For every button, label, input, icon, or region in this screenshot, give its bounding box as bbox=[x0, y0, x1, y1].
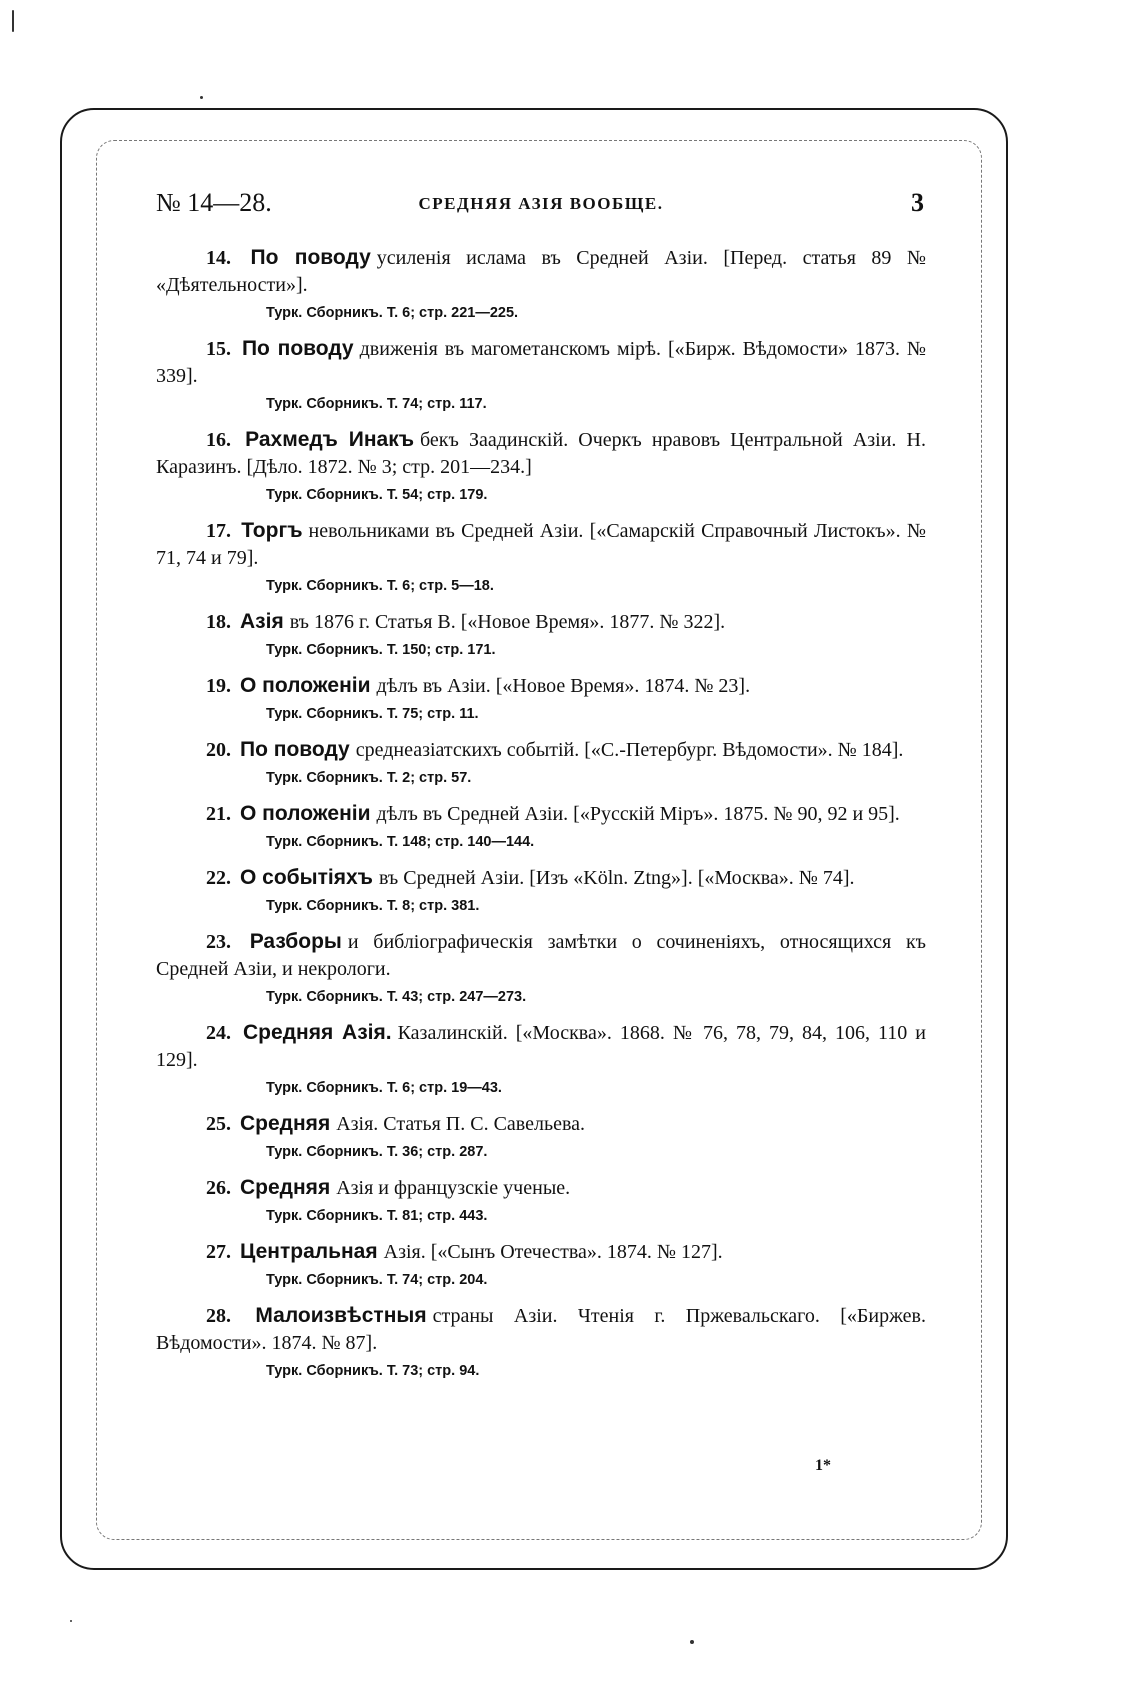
entry-number: 25. bbox=[206, 1113, 231, 1135]
entry-body: дѣлъ въ Средней Азіи. [«Русскій Міръ». 1875. № 90, 92 и 95]. bbox=[376, 803, 900, 825]
entry-heading: По поводу bbox=[241, 337, 354, 360]
entry-number: 19. bbox=[206, 675, 231, 697]
bibliography-entry bbox=[156, 928, 926, 1008]
bibliography-entry bbox=[156, 800, 926, 853]
entry-source: Турк. Сборникъ. Т. 43; стр. 247—273. bbox=[266, 989, 527, 1005]
entry-number: 27. bbox=[206, 1241, 231, 1263]
entry-number: 16. bbox=[206, 429, 231, 451]
entry-body: въ Средней Азіи. [Изъ «Köln. Ztng»]. [«Москва». № 74]. bbox=[378, 867, 855, 889]
bibliography-entry bbox=[156, 1110, 926, 1163]
entry-range: № 14—28. bbox=[156, 188, 272, 217]
entry-body: Азія и французскіе ученые. bbox=[336, 1177, 571, 1199]
bibliography-entry bbox=[156, 736, 926, 789]
entry-source: Турк. Сборникъ. Т. 6; стр. 19—43. bbox=[266, 1080, 502, 1096]
entry-heading: Азія bbox=[240, 610, 284, 633]
bibliography-entry bbox=[156, 1238, 926, 1291]
bibliography-entry bbox=[156, 1302, 926, 1382]
entry-heading: Средняя bbox=[240, 1112, 331, 1135]
print-speck bbox=[12, 10, 14, 32]
print-speck bbox=[690, 1640, 694, 1644]
entry-source: Турк. Сборникъ. Т. 6; стр. 221—225. bbox=[266, 305, 519, 321]
entry-body: движенія въ магометанскомъ мірѣ. [«Бирж. Вѣдомости» 1873. № 339]. bbox=[156, 338, 927, 387]
bibliography-entry bbox=[156, 864, 926, 917]
entry-heading: О положеніи bbox=[240, 802, 371, 825]
bibliography-list bbox=[156, 244, 926, 1393]
entry-number: 24. bbox=[206, 1022, 231, 1044]
entry-heading: Средняя bbox=[240, 1176, 331, 1199]
entry-body: усиленія ислама въ Средней Азіи. [Перед. статья 89 № «Дѣятельности»]. bbox=[156, 247, 927, 296]
entry-source: Турк. Сборникъ. Т. 73; стр. 94. bbox=[266, 1363, 480, 1379]
entry-body: страны Азіи. Чтенія г. Пржевальскаго. [«Биржев. Вѣдомости». 1874. № 87]. bbox=[156, 1305, 926, 1354]
entry-source: Турк. Сборникъ. Т. 148; стр. 140—144. bbox=[266, 834, 535, 850]
entry-number: 22. bbox=[206, 867, 231, 889]
print-speck bbox=[70, 1620, 72, 1622]
entry-heading: Рахмедъ Инакъ bbox=[245, 428, 415, 451]
entry-number: 17. bbox=[206, 520, 231, 542]
entry-body: и библіографическія замѣтки о сочиненіяхъ, относящихся къ Средней Азіи, и некрологи. bbox=[156, 931, 926, 980]
running-title: СРЕДНЯЯ АЗІЯ ВООБЩЕ. bbox=[418, 194, 664, 213]
entry-source: Турк. Сборникъ. Т. 75; стр. 11. bbox=[266, 706, 479, 722]
entry-body: въ 1876 г. Статья В. [«Новое Время». 1877. № 322]. bbox=[289, 611, 726, 633]
bibliography-entry bbox=[156, 426, 926, 506]
entry-number: 21. bbox=[206, 803, 231, 825]
entry-number: 14. bbox=[206, 247, 231, 269]
entry-body: среднеазіатскихъ событій. [«С.-Петербург. Вѣдомости». № 184]. bbox=[355, 739, 904, 761]
bibliography-entry bbox=[156, 335, 926, 415]
entry-heading: Центральная bbox=[240, 1240, 378, 1263]
entry-source: Турк. Сборникъ. Т. 74; стр. 204. bbox=[266, 1272, 488, 1288]
signature-mark: 1* bbox=[815, 1457, 831, 1474]
print-speck bbox=[200, 96, 203, 99]
bibliography-entry bbox=[156, 1019, 926, 1099]
entry-heading: По поводу bbox=[250, 246, 371, 269]
entry-body: бекъ Заадинскій. Очеркъ нравовъ Центральной Азіи. Н. Каразинъ. [Дѣло. 1872. № 3; стр. 201—234.] bbox=[156, 429, 926, 478]
entry-source: Турк. Сборникъ. Т. 74; стр. 117. bbox=[266, 396, 487, 412]
entry-source: Турк. Сборникъ. Т. 2; стр. 57. bbox=[266, 770, 472, 786]
entry-source: Турк. Сборникъ. Т. 54; стр. 179. bbox=[266, 487, 488, 503]
entry-source: Турк. Сборникъ. Т. 8; стр. 381. bbox=[266, 898, 480, 914]
entry-source: Турк. Сборникъ. Т. 150; стр. 171. bbox=[266, 642, 496, 658]
bibliography-entry bbox=[156, 608, 926, 661]
entry-body: невольниками въ Средней Азіи. [«Самарскій Справочный Листокъ». № 71, 74 и 79]. bbox=[156, 520, 926, 569]
entry-source: Турк. Сборникъ. Т. 81; стр. 443. bbox=[266, 1208, 488, 1224]
entry-number: 15. bbox=[206, 338, 231, 360]
entry-heading: Малоизвѣстныя bbox=[255, 1304, 427, 1327]
entry-source: Турк. Сборникъ. Т. 36; стр. 287. bbox=[266, 1144, 488, 1160]
entry-body: дѣлъ въ Азіи. [«Новое Время». 1874. № 23]. bbox=[376, 675, 751, 697]
bibliography-entry bbox=[156, 1174, 926, 1227]
entry-heading: По поводу bbox=[240, 738, 350, 761]
entry-body: Казалинскій. [«Москва». 1868. № 76, 78, 79, 84, 106, 110 и 129]. bbox=[156, 1022, 926, 1071]
entry-number: 18. bbox=[206, 611, 231, 633]
entry-number: 26. bbox=[206, 1177, 231, 1199]
entry-heading: О положеніи bbox=[240, 674, 371, 697]
entry-heading: Разборы bbox=[249, 930, 342, 953]
entry-number: 20. bbox=[206, 739, 231, 761]
entry-source: Турк. Сборникъ. Т. 6; стр. 5—18. bbox=[266, 578, 494, 594]
entry-heading: Торгъ bbox=[241, 519, 303, 542]
entry-heading: Средняя Азія. bbox=[243, 1021, 392, 1044]
entry-heading: О событіяхъ bbox=[240, 866, 373, 889]
entry-number: 23. bbox=[206, 931, 231, 953]
entry-body: Азія. Статья П. С. Савельева. bbox=[336, 1113, 586, 1135]
entry-body: Азія. [«Сынъ Отечества». 1874. № 127]. bbox=[383, 1241, 723, 1263]
page-number: 3 bbox=[911, 188, 924, 217]
bibliography-entry bbox=[156, 672, 926, 725]
entry-number: 28. bbox=[206, 1305, 231, 1327]
bibliography-entry bbox=[156, 517, 926, 597]
bibliography-entry bbox=[156, 244, 926, 324]
page-header bbox=[156, 188, 926, 224]
